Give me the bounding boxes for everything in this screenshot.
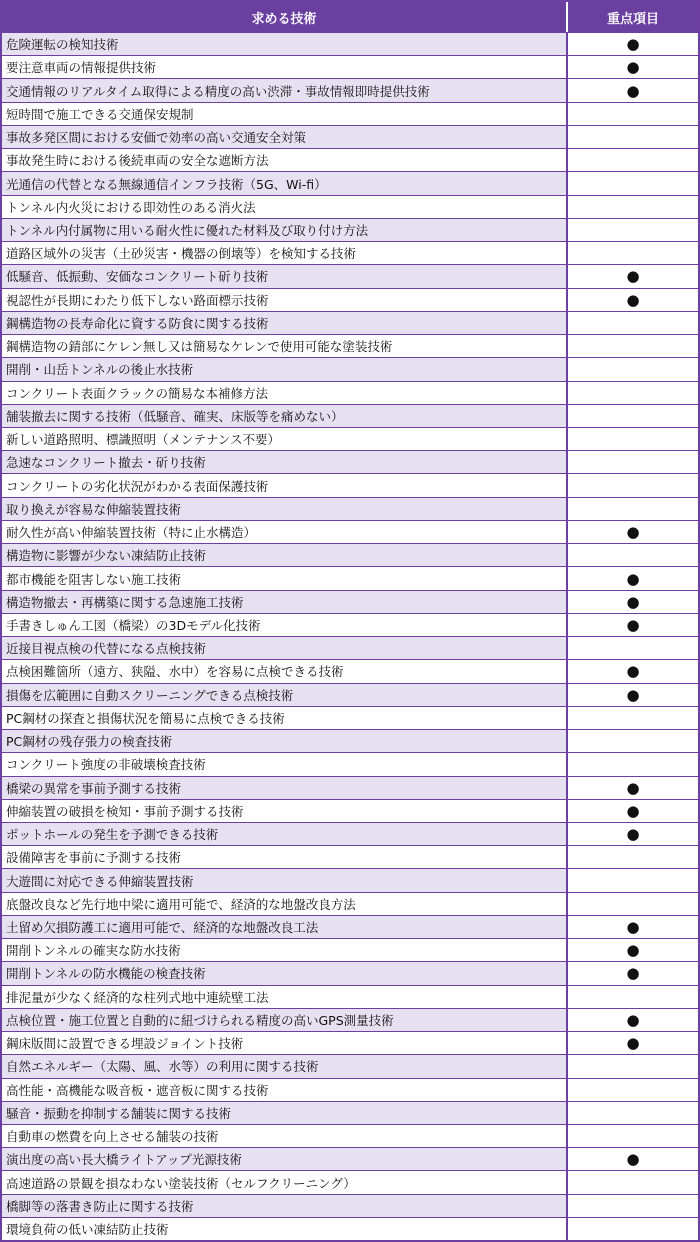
technology-cell: 自然エネルギー（太陽、風、水等）の利用に関する技術 xyxy=(2,1055,568,1077)
priority-mark-cell xyxy=(568,846,698,868)
technology-cell: 視認性が長期にわたり低下しない路面標示技術 xyxy=(2,289,568,311)
table-row xyxy=(2,683,698,706)
technology-cell: 開削トンネルの確実な防水技術 xyxy=(2,939,568,961)
table-row xyxy=(2,961,698,984)
priority-mark-cell xyxy=(568,451,698,473)
priority-mark-cell xyxy=(568,1171,698,1193)
priority-mark-cell: ● xyxy=(568,823,698,845)
priority-mark-cell xyxy=(568,498,698,520)
technology-cell: 点検困難箇所（遠方、狭隘、水中）を容易に点検できる技術 xyxy=(2,660,568,682)
priority-mark-cell xyxy=(568,196,698,218)
priority-mark-cell xyxy=(568,358,698,380)
technology-cell: コンクリート強度の非破壊検査技術 xyxy=(2,753,568,775)
table-row xyxy=(2,892,698,915)
priority-mark-cell xyxy=(568,869,698,891)
table-row xyxy=(2,566,698,589)
table-row xyxy=(2,218,698,241)
table-row xyxy=(2,264,698,287)
technology-cell: 低騒音、低振動、安価なコンクリート斫り技術 xyxy=(2,265,568,287)
table-row xyxy=(2,404,698,427)
table-row xyxy=(2,985,698,1008)
table-row xyxy=(2,822,698,845)
technology-cell: 要注意車両の情報提供技術 xyxy=(2,56,568,78)
technology-cell: 鋼構造物の錆部にケレン無し又は簡易なケレンで使用可能な塗装技術 xyxy=(2,335,568,357)
technology-cell: 橋梁の異常を事前予測する技術 xyxy=(2,777,568,799)
technology-cell: 鋼構造物の長寿命化に資する防食に関する技術 xyxy=(2,312,568,334)
table-row xyxy=(2,868,698,891)
priority-mark-cell: ● xyxy=(568,777,698,799)
priority-mark-cell xyxy=(568,335,698,357)
technology-cell: 耐久性が高い伸縮装置技術（特に止水構造） xyxy=(2,521,568,543)
table-row xyxy=(2,845,698,868)
technology-cell: 事故発生時における後続車両の安全な遮断方法 xyxy=(2,149,568,171)
technology-cell: トンネル内火災における即効性のある消火法 xyxy=(2,196,568,218)
technology-cell: 損傷を広範囲に自動スクリーニングできる点検技術 xyxy=(2,684,568,706)
technology-cell: 都市機能を阻害しない施工技術 xyxy=(2,567,568,589)
technology-cell: コンクリート表面クラックの簡易な本補修方法 xyxy=(2,382,568,404)
table-row xyxy=(2,55,698,78)
priority-mark-cell xyxy=(568,149,698,171)
priority-mark-cell xyxy=(568,126,698,148)
priority-mark-cell: ● xyxy=(568,289,698,311)
priority-mark-cell xyxy=(568,730,698,752)
priority-mark-cell xyxy=(568,1079,698,1101)
technology-cell: 危険運転の検知技術 xyxy=(2,33,568,55)
technology-cell: 騒音・振動を抑制する舗装に関する技術 xyxy=(2,1102,568,1124)
table-row xyxy=(2,1008,698,1031)
table-row xyxy=(2,450,698,473)
technology-cell: 鋼床版間に設置できる埋設ジョイント技術 xyxy=(2,1032,568,1054)
priority-mark-cell: ● xyxy=(568,916,698,938)
technology-cell: 構造物に影響が少ない凍結防止技術 xyxy=(2,544,568,566)
priority-mark-cell xyxy=(568,1125,698,1147)
priority-mark-cell: ● xyxy=(568,939,698,961)
technology-cell: 舗装撤去に関する技術（低騒音、確実、床版等を痛めない） xyxy=(2,405,568,427)
technology-cell: 排泥量が少なく経済的な柱列式地中連続壁工法 xyxy=(2,986,568,1008)
table-row xyxy=(2,520,698,543)
technology-cell: 開削トンネルの防水機能の検査技術 xyxy=(2,962,568,984)
table-row xyxy=(2,706,698,729)
priority-mark-cell xyxy=(568,1218,698,1240)
table-row xyxy=(2,1194,698,1217)
technology-cell: 急速なコンクリート撤去・斫り技術 xyxy=(2,451,568,473)
priority-mark-cell: ● xyxy=(568,1148,698,1170)
priority-mark-cell: ● xyxy=(568,521,698,543)
table-row xyxy=(2,1031,698,1054)
table-row xyxy=(2,752,698,775)
priority-mark-cell xyxy=(568,1102,698,1124)
priority-mark-cell xyxy=(568,707,698,729)
priority-mark-cell: ● xyxy=(568,684,698,706)
table-row xyxy=(2,78,698,101)
table-header xyxy=(2,2,698,32)
technology-cell: 環境負荷の低い凍結防止技術 xyxy=(2,1218,568,1240)
technology-cell: 事故多発区間における安価で効率の高い交通安全対策 xyxy=(2,126,568,148)
table-row xyxy=(2,32,698,55)
table-row xyxy=(2,148,698,171)
technology-cell: 高性能・高機能な吸音板・遮音板に関する技術 xyxy=(2,1079,568,1101)
priority-mark-cell: ● xyxy=(568,56,698,78)
priority-mark-cell xyxy=(568,474,698,496)
technology-cell: 新しい道路照明、標識照明（メンテナンス不要） xyxy=(2,428,568,450)
technology-cell: 手書きしゅん工図（橋梁）の3Dモデル化技術 xyxy=(2,614,568,636)
priority-mark-cell: ● xyxy=(568,1009,698,1031)
header-required-technology: 求める技術 xyxy=(2,2,568,32)
technology-cell: 近接目視点検の代替になる点検技術 xyxy=(2,637,568,659)
priority-mark-cell xyxy=(568,172,698,194)
table-row xyxy=(2,915,698,938)
priority-mark-cell xyxy=(568,637,698,659)
technology-cell: PC鋼材の探査と損傷状況を簡易に点検できる技術 xyxy=(2,707,568,729)
table-row xyxy=(2,427,698,450)
priority-mark-cell: ● xyxy=(568,591,698,613)
table-row xyxy=(2,543,698,566)
technology-cell: 高速道路の景観を損なわない塗装技術（セルフクリーニング） xyxy=(2,1171,568,1193)
priority-mark-cell: ● xyxy=(568,265,698,287)
technology-cell: 自動車の燃費を向上させる舗装の技術 xyxy=(2,1125,568,1147)
priority-mark-cell xyxy=(568,544,698,566)
table-row xyxy=(2,381,698,404)
table-row xyxy=(2,497,698,520)
technology-cell: 道路区域外の災害（土砂災害・機器の倒壊等）を検知する技術 xyxy=(2,242,568,264)
table-row xyxy=(2,1124,698,1147)
table-row xyxy=(2,590,698,613)
technology-cell: 点検位置・施工位置と自動的に紐づけられる精度の高いGPS測量技術 xyxy=(2,1009,568,1031)
technology-cell: 取り換えが容易な伸縮装置技術 xyxy=(2,498,568,520)
priority-mark-cell: ● xyxy=(568,1032,698,1054)
technology-cell: 設備障害を事前に予測する技術 xyxy=(2,846,568,868)
technology-cell: 伸縮装置の破損を検知・事前予測する技術 xyxy=(2,800,568,822)
table-row xyxy=(2,288,698,311)
priority-mark-cell xyxy=(568,242,698,264)
priority-mark-cell: ● xyxy=(568,567,698,589)
technology-cell: 底盤改良など先行地中梁に適用可能で、経済的な地盤改良方法 xyxy=(2,893,568,915)
technology-cell: 光通信の代替となる無線通信インフラ技術（5G、Wi-fi） xyxy=(2,172,568,194)
priority-mark-cell xyxy=(568,103,698,125)
technology-cell: 交通情報のリアルタイム取得による精度の高い渋滞・事故情報即時提供技術 xyxy=(2,79,568,101)
technology-cell: 演出度の高い長大橋ライトアップ光源技術 xyxy=(2,1148,568,1170)
priority-mark-cell xyxy=(568,428,698,450)
technology-cell: 短時間で施工できる交通保安規制 xyxy=(2,103,568,125)
priority-mark-cell: ● xyxy=(568,33,698,55)
table-row xyxy=(2,1147,698,1170)
technology-cell: コンクリートの劣化状況がわかる表面保護技術 xyxy=(2,474,568,496)
table-row xyxy=(2,1101,698,1124)
table-row xyxy=(2,473,698,496)
table-row xyxy=(2,195,698,218)
technology-cell: 橋脚等の落書き防止に関する技術 xyxy=(2,1195,568,1217)
technology-cell: 大遊間に対応できる伸縮装置技術 xyxy=(2,869,568,891)
priority-mark-cell xyxy=(568,1195,698,1217)
table-row xyxy=(2,1078,698,1101)
technology-cell: トンネル内付属物に用いる耐火性に優れた材料及び取り付け方法 xyxy=(2,219,568,241)
header-priority-item: 重点項目 xyxy=(606,11,659,27)
technology-cell: ポットホールの発生を予測できる技術 xyxy=(2,823,568,845)
table-row xyxy=(2,334,698,357)
table-row xyxy=(2,1170,698,1193)
priority-mark-cell: ● xyxy=(568,800,698,822)
table-row xyxy=(2,799,698,822)
table-row xyxy=(2,729,698,752)
priority-mark-cell: ● xyxy=(568,660,698,682)
table-row xyxy=(2,659,698,682)
table-row xyxy=(2,311,698,334)
table-row xyxy=(2,613,698,636)
table-row xyxy=(2,1054,698,1077)
priority-mark-cell xyxy=(568,219,698,241)
technology-cell: 開削・山岳トンネルの後止水技術 xyxy=(2,358,568,380)
table-row xyxy=(2,241,698,264)
priority-mark-cell xyxy=(568,1055,698,1077)
priority-mark-cell xyxy=(568,405,698,427)
priority-mark-cell: ● xyxy=(568,614,698,636)
table-row xyxy=(2,938,698,961)
technology-cell: PC鋼材の残存張力の検査技術 xyxy=(2,730,568,752)
priority-mark-cell xyxy=(568,382,698,404)
table-row xyxy=(2,636,698,659)
table-row xyxy=(2,125,698,148)
table-row xyxy=(2,171,698,194)
table-row xyxy=(2,1217,698,1240)
priority-mark-cell xyxy=(568,893,698,915)
technology-cell: 構造物撤去・再構築に関する急速施工技術 xyxy=(2,591,568,613)
table-row xyxy=(2,102,698,125)
table-row xyxy=(2,357,698,380)
priority-mark-cell xyxy=(568,986,698,1008)
priority-mark-cell xyxy=(568,312,698,334)
priority-mark-cell: ● xyxy=(568,962,698,984)
priority-mark-cell xyxy=(568,753,698,775)
table-body xyxy=(2,32,698,1240)
technology-cell: 土留め欠損防護工に適用可能で、経済的な地盤改良工法 xyxy=(2,916,568,938)
priority-mark-cell: ● xyxy=(568,79,698,101)
table-row xyxy=(2,776,698,799)
